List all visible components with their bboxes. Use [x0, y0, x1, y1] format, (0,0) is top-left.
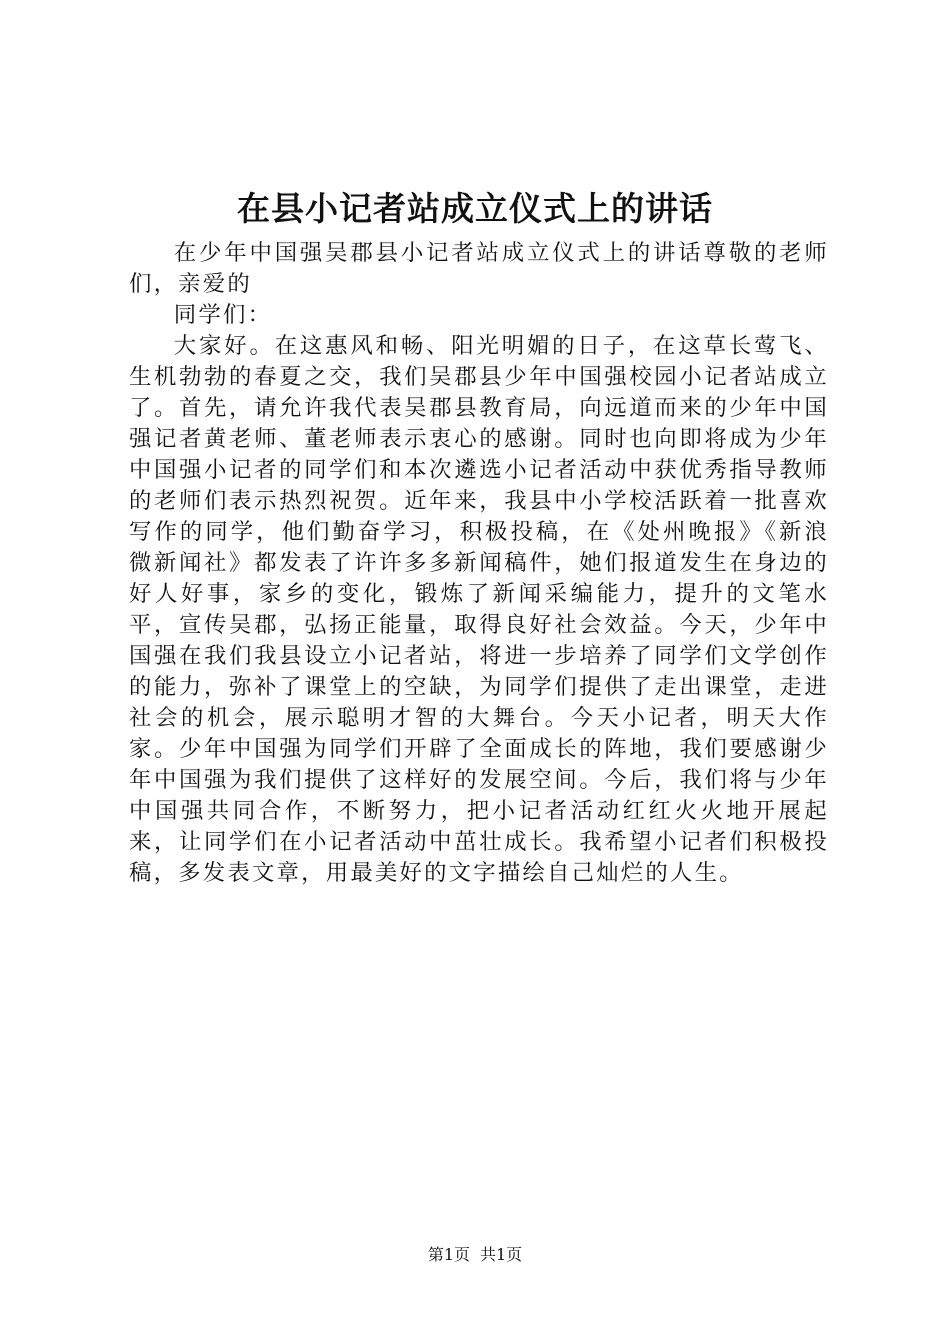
paragraph-intro: 在少年中国强吴郡县小记者站成立仪式上的讲话尊敬的老师们，亲爱的 [129, 240, 829, 297]
page-footer [0, 1244, 950, 1266]
paragraph-main: 大家好。在这惠风和畅、阳光明媚的日子，在这草长莺飞、生机勃勃的春夏之交，我们吴郡县少年中国强校园小记者站成立了。首先，请允许我代表吴郡县教育局，向远道而来的少年中国强记者黄老师、董老师表示衷心的感谢。同时也向即将成为少年中国强小记者的同学们和本次遴选小记者活动中获优秀指导教师的老师们表示热烈祝贺。近年来，我县中小学校活跃着一批喜欢写作的同学，他们勤奋学习，积极投稿，在《处州晚报》《新浪微新闻社》都发表了许许多多新闻稿件，她们报道发生在身边的好人好事，家乡的变化，锻炼了新闻采编能力，提升的文笔水平，宣传吴郡，弘扬正能量，取得良好社会效益。今天，少年中国强在我们我县设立小记者站，将进一步培养了同学们文学创作的能力，弥补了课堂上的空缺，为同学们提供了走出课堂，走进社会的机会，展示聪明才智的大舞台。今天小记者，明天大作家。少年中国强为同学们开辟了全面成长的阵地，我们要感谢少年中国强为我们提供了这样好的发展空间。今后，我们将与少年中国强共同合作，不断努力，把小记者活动红红火火地开展起来，让同学们在小记者活动中茁壮成长。我希望小记者们积极投稿，多发表文章，用最美好的文字描绘自己灿烂的人生。 [129, 333, 829, 886]
page-number: 第1页 [427, 1245, 470, 1264]
document-title: 在县小记者站成立仪式上的讲话 [237, 189, 713, 228]
page-total: 共1页 [480, 1245, 523, 1264]
document-body [129, 238, 829, 889]
paragraph-salutation: 同学们： [173, 302, 273, 328]
